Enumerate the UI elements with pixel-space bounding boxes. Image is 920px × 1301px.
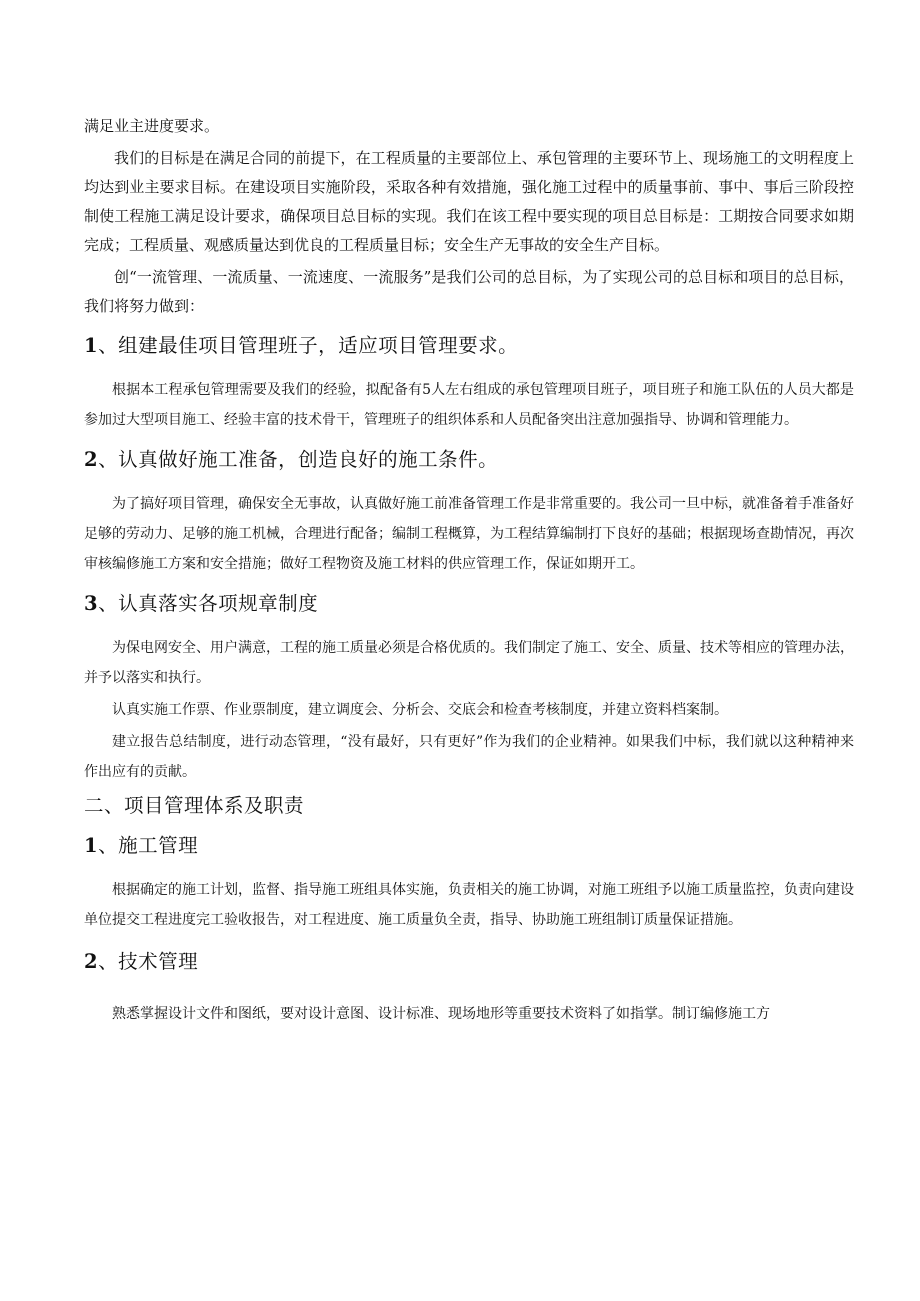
paragraph-project-goals: 我们的目标是在满足合同的前提下，在工程质量的主要部位上、承包管理的主要环节上、现场施工的文明程度上均达到业主要求目标。在建设项目实施阶段，采取各种有效措施，强化施工过程中的质量事前、事中、事后三阶段控制使工程施工满足设计要求，确保项目总目标的实现。我们在该工程中要实现的项目总目标是：工期按合同要求如期完成；工程质量、观感质量达到优良的工程质量目标；安全生产无事故的安全生产目标。 (84, 149, 854, 254)
heading-number: 2 (84, 950, 99, 973)
heading-number: 1 (84, 834, 99, 857)
paragraph-construction-management: 根据确定的施工计划，监督、指导施工班组具体实施，负责相关的施工协调，对施工班组予以施工质量监控，负责向建设单位提交工程进度完工验收报告，对工程进度、施工质量负全责，指导、协助施工班组制订质量保证措施。 (84, 882, 854, 928)
heading-number: 2 (84, 448, 99, 471)
heading-3-regulations (84, 589, 854, 619)
heading-number: 3 (84, 592, 99, 615)
paragraph-management-team: 根据本工程承包管理需要及我们的经验，拟配备有5人左右组成的承包管理项目班子，项目班子和施工队伍的人员大都是参加过大型项目施工、经验丰富的技术骨干，管理班子的组织体系和人员配备突出注意加强指导、协调和管理能力。 (84, 382, 854, 428)
heading-1-construction-management (84, 831, 854, 861)
heading-2-construction-prep (84, 445, 854, 475)
heading-section-2: 二、项目管理体系及职责 (84, 794, 305, 817)
heading-text: 、认真落实各项规章制度 (98, 592, 319, 615)
paragraph-grid-safety: 为保电网安全、用户满意，工程的施工质量必须是合格优质的。我们制定了施工、安全、质量、技术等相应的管理办法，并予以落实和执行。 (84, 640, 854, 686)
heading-1-management-team (84, 331, 854, 361)
document-page (84, 112, 854, 1029)
paragraph-company-goals: 创“一流管理、一流质量、一流速度、一流服务”是我们公司的总目标，为了实现公司的总目标和项目的总目标，我们将努力做到： (84, 268, 854, 315)
paragraph-construction-prep: 为了搞好项目管理，确保安全无事故，认真做好施工前准备管理工作是非常重要的。我公司一旦中标，就准备着手准备好足够的劳动力、足够的施工机械，合理进行配备；编制工程概算，为工程结算编制打下良好的基础；根据现场查勘情况，再次审核编修施工方案和安全措施；做好工程物资及施工材料的供应管理工作，保证如期开工。 (84, 496, 854, 572)
heading-number: 1 (84, 334, 99, 357)
paragraph-continuation: 满足业主进度要求。 (84, 117, 220, 135)
heading-text: 、施工管理 (98, 834, 199, 857)
heading-text: 、技术管理 (98, 950, 199, 973)
heading-text: 、认真做好施工准备，创造良好的施工条件。 (98, 448, 499, 471)
paragraph-technical-management: 熟悉掌握设计文件和图纸，要对设计意图、设计标准、现场地形等重要技术资料了如指掌。制订编修施工方 (112, 1006, 770, 1022)
heading-2-technical-management (84, 947, 854, 977)
paragraph-work-tickets: 认真实施工作票、作业票制度，建立调度会、分析会、交底会和检查考核制度，并建立资料档案制。 (112, 702, 728, 718)
paragraph-reporting: 建立报告总结制度，进行动态管理，“没有最好，只有更好”作为我们的企业精神。如果我们中标，我们就以这种精神来作出应有的贡献。 (84, 734, 854, 780)
heading-text: 、组建最佳项目管理班子，适应项目管理要求。 (98, 334, 519, 357)
